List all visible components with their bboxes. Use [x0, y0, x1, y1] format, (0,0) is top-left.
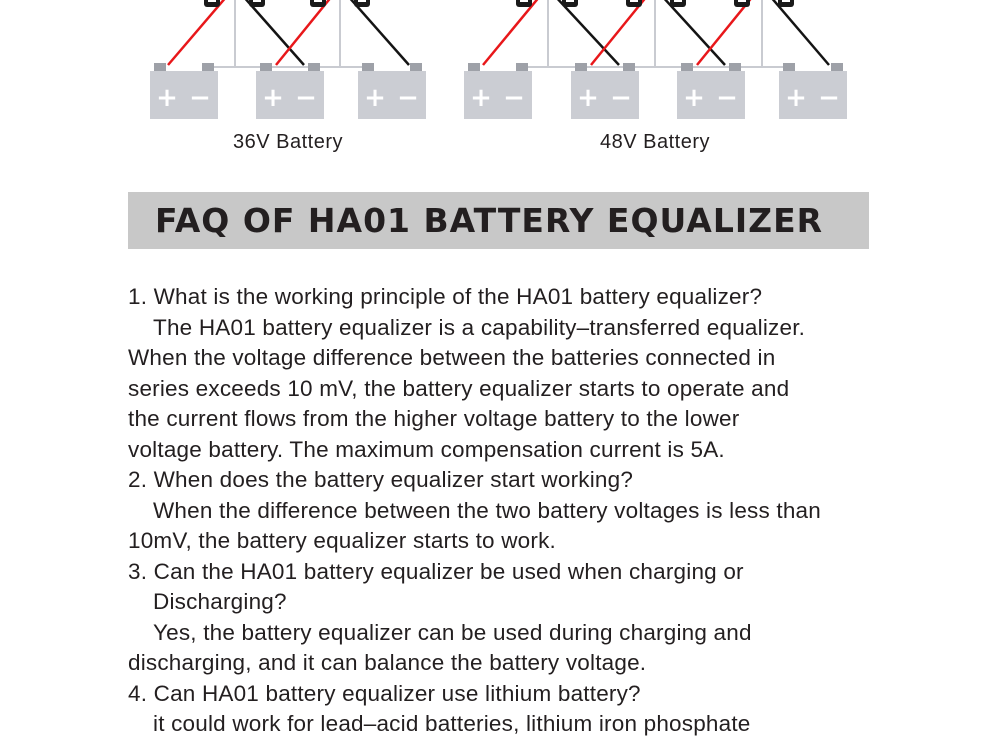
- battery-terminal: [468, 63, 480, 71]
- faq-answer-1-line: When the voltage difference between the batteries connected in: [128, 345, 776, 370]
- battery-terminal: [308, 63, 320, 71]
- positive-wire: [591, 0, 647, 65]
- battery-minus-sign: −: [610, 83, 632, 113]
- faq-question-4: 4. Can HA01 battery equalizer use lithium battery?: [128, 680, 641, 706]
- battery-plus-sign: +: [262, 83, 284, 113]
- caption-48v-battery: 48V Battery: [599, 131, 711, 153]
- battery-plus-sign: +: [577, 83, 599, 113]
- connector-clip-hole: [566, 0, 574, 2]
- connector-clip-hole: [674, 0, 682, 2]
- faq-answer-1-line: series exceeds 10 mV, the battery equalizer starts to operate and: [128, 375, 790, 401]
- battery-plus-sign: +: [683, 83, 705, 113]
- connector-clip-hole: [630, 0, 638, 2]
- connector-clip-hole: [782, 0, 790, 2]
- faq-question-2: 2. When does the battery equalizer start working?: [128, 467, 634, 492]
- positive-wire: [483, 0, 540, 65]
- connector-clip-hole: [253, 0, 261, 2]
- battery-plus-sign: +: [785, 83, 807, 113]
- negative-wire: [770, 0, 829, 65]
- connector-clip-hole: [358, 0, 366, 2]
- battery-terminal: [783, 63, 795, 71]
- connector-clip-hole: [738, 0, 746, 2]
- battery-minus-sign: −: [189, 83, 211, 113]
- faq-answer-1-line: the current flows from the higher voltage battery to the lower: [128, 406, 740, 431]
- battery-terminal: [516, 63, 528, 71]
- positive-wire: [276, 0, 332, 65]
- faq-answer-2-line: When the difference between the two battery voltages is less than: [153, 497, 821, 523]
- battery-plus-sign: +: [470, 83, 492, 113]
- battery-terminal: [729, 63, 741, 71]
- connector-clip-hole: [314, 0, 322, 2]
- battery-minus-sign: −: [397, 83, 419, 113]
- battery-terminal: [362, 63, 374, 71]
- battery-terminal: [623, 63, 635, 71]
- faq-banner: [128, 192, 869, 249]
- faq-title: FAQ OF HA01 BATTERY EQUALIZER: [155, 201, 824, 240]
- battery-minus-sign: −: [295, 83, 317, 113]
- faq-answer-3-line: Yes, the battery equalizer can be used during charging and: [153, 619, 752, 645]
- connector-clip-hole: [520, 0, 528, 2]
- faq-question-1: 1. What is the working principle of the HA01 battery equalizer?: [128, 284, 763, 309]
- battery-minus-sign: −: [716, 83, 738, 113]
- battery-terminal: [575, 63, 587, 71]
- battery-wiring-diagram: [0, 0, 1000, 180]
- negative-wire: [348, 0, 409, 65]
- battery-terminal: [681, 63, 693, 71]
- negative-wire: [555, 0, 619, 65]
- faq-question-3-cont: Discharging?: [153, 589, 287, 614]
- connector-clip-hole: [208, 0, 216, 2]
- battery-plus-sign: +: [364, 83, 386, 113]
- faq-answer-2-line: 10mV, the battery equalizer starts to work.: [128, 528, 556, 553]
- positive-wire: [697, 0, 753, 65]
- battery-minus-sign: −: [503, 83, 525, 113]
- battery-plus-sign: +: [156, 83, 178, 113]
- faq-answer-4-line: it could work for lead–acid batteries, lithium iron phosphate: [153, 711, 751, 736]
- battery-terminal: [410, 63, 422, 71]
- positive-wire: [168, 0, 227, 65]
- faq-answer-3-line: discharging, and it can balance the battery voltage.: [128, 650, 647, 675]
- faq-body: [128, 282, 898, 740]
- negative-wire: [662, 0, 725, 65]
- battery-terminal: [260, 63, 272, 71]
- battery-terminal: [154, 63, 166, 71]
- faq-answer-1-line: The HA01 battery equalizer is a capability–transferred equalizer.: [153, 314, 806, 340]
- battery-terminal: [202, 63, 214, 71]
- battery-terminal: [831, 63, 843, 71]
- negative-wire: [243, 0, 304, 65]
- faq-question-3: 3. Can the HA01 battery equalizer be used when charging or: [128, 558, 744, 584]
- caption-36v-battery: 36V Battery: [232, 131, 344, 153]
- faq-answer-1-line: voltage battery. The maximum compensation current is 5A.: [128, 436, 725, 462]
- battery-minus-sign: −: [818, 83, 840, 113]
